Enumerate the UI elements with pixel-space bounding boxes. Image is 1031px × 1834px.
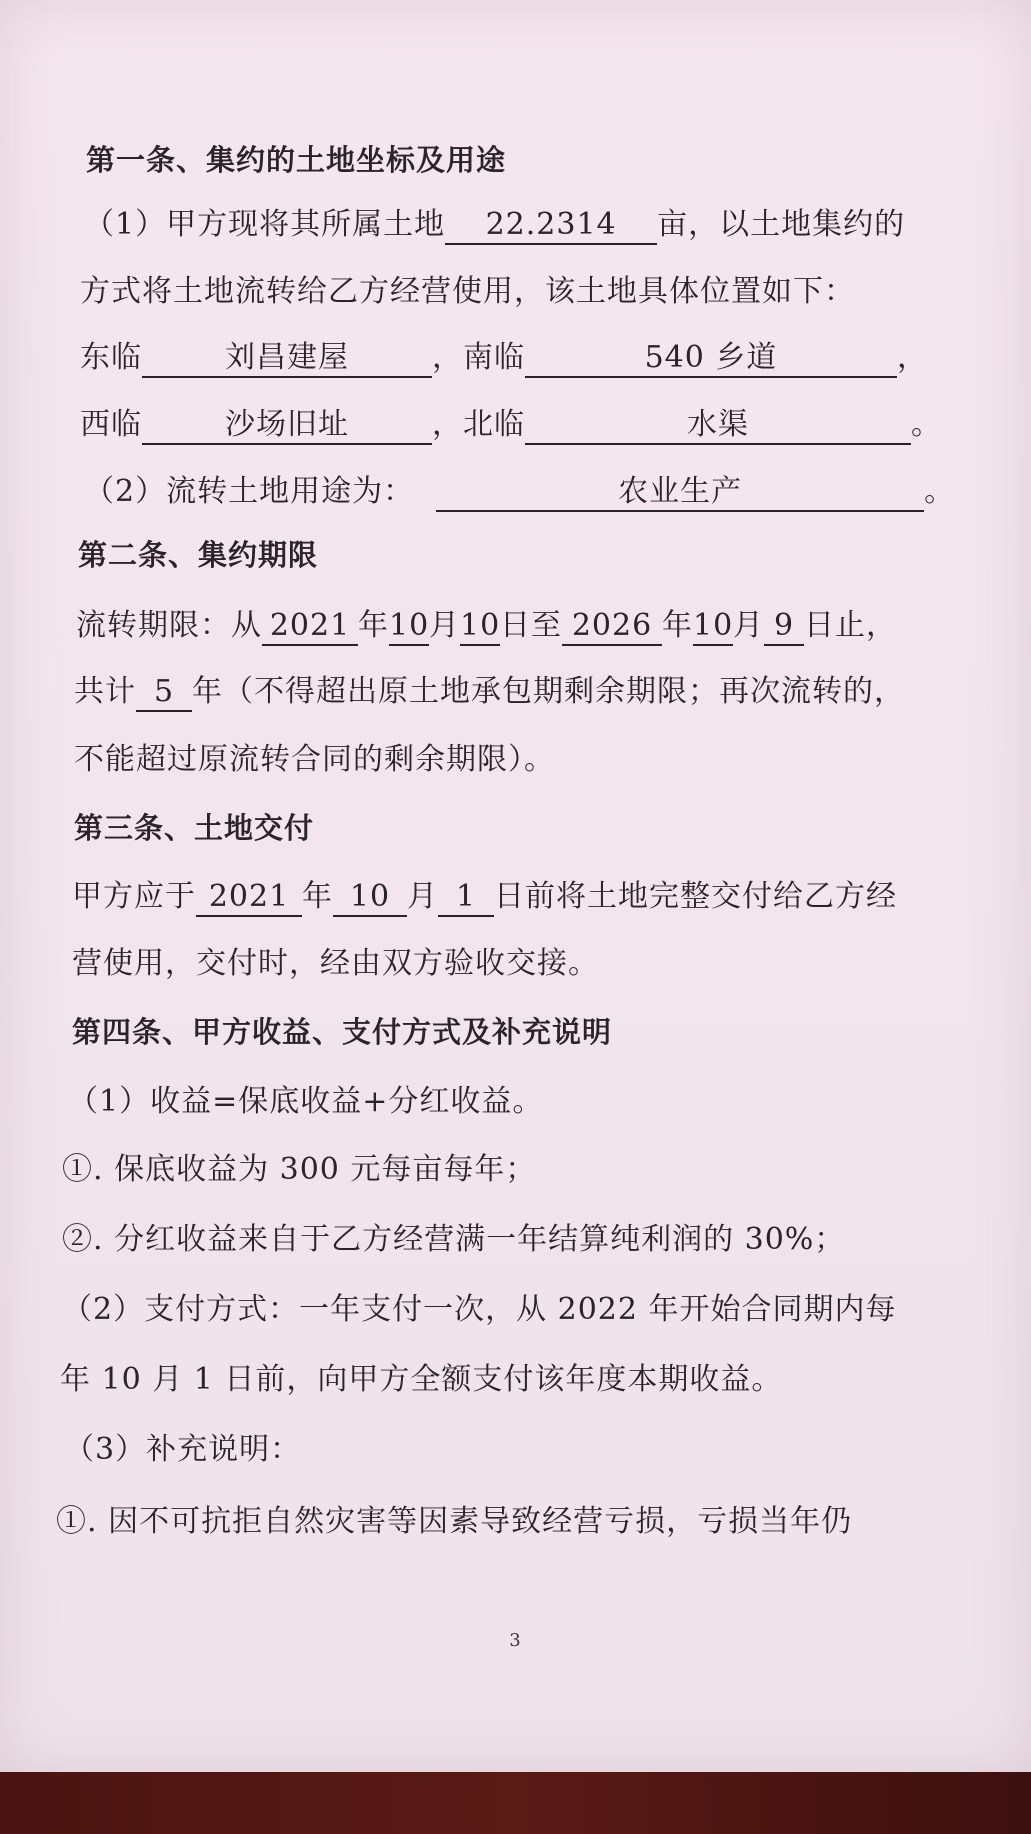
- text: 月: [429, 608, 460, 643]
- article-1-clause-1: [84, 205, 905, 245]
- land-use-field: 农业生产: [436, 474, 924, 512]
- north-boundary-field: 水渠: [525, 407, 911, 445]
- period: 。: [924, 474, 956, 509]
- land-use-clause: [84, 472, 955, 512]
- text: 共计: [74, 674, 136, 709]
- article-4-heading: 第四条、甲方收益、支付方式及补充说明: [72, 1015, 613, 1049]
- payment-method-line-1: （2）支付方式：一年支付一次，从 2022 年开始合同期内每: [62, 1292, 897, 1327]
- delivery-acceptance-line: 营使用，交付时，经由双方验收交接。: [72, 946, 599, 981]
- article-2-heading: 第二条、集约期限: [78, 538, 319, 572]
- text: 月: [733, 608, 764, 643]
- start-day-field: 10: [460, 608, 500, 646]
- east-label: 东临: [80, 340, 142, 375]
- period: 。: [911, 407, 942, 442]
- west-label: 西临: [80, 407, 142, 442]
- text: 年: [662, 608, 693, 643]
- text: 流转期限：从: [76, 608, 262, 643]
- east-boundary-field: 刘昌建屋: [142, 340, 432, 378]
- article-3-heading: 第三条、土地交付: [74, 811, 315, 845]
- table-surface: [0, 1772, 1031, 1834]
- guaranteed-income: ①. 保底收益为 300 元每亩每年；: [62, 1152, 537, 1187]
- supplementary-heading: （3）补充说明：: [64, 1432, 302, 1467]
- text: 日止，: [804, 608, 897, 643]
- income-definition: （1）收益=保底收益+分红收益。: [68, 1084, 544, 1119]
- end-year-field: 2026: [562, 608, 662, 646]
- payment-method-line-2: 年 10 月 1 日前，向甲方全额支付该年度本期收益。: [60, 1362, 783, 1397]
- text: 年: [302, 879, 333, 914]
- east-south-boundary: [80, 338, 928, 378]
- north-label: ，北临: [432, 407, 525, 442]
- text: 日至: [500, 608, 562, 643]
- delivery-day-field: 1: [438, 879, 494, 917]
- text: 甲方应于: [72, 879, 196, 914]
- delivery-year-field: 2021: [196, 879, 302, 917]
- text: 月: [407, 879, 438, 914]
- total-years-field: 5: [136, 674, 192, 712]
- page-number: 3: [509, 1630, 521, 1651]
- start-year-field: 2021: [262, 608, 358, 646]
- west-north-boundary: [80, 405, 942, 445]
- term-limit-line: 不能超过原流转合同的剩余期限）。: [74, 742, 555, 777]
- text: 亩，以土地集约的: [657, 207, 906, 242]
- use-label: （2）流转土地用途为：: [84, 474, 415, 509]
- start-month-field: 10: [389, 608, 429, 646]
- comma: ，: [897, 340, 928, 375]
- term-total-line: [74, 672, 905, 712]
- delivery-month-field: 10: [333, 879, 407, 917]
- west-boundary-field: 沙场旧址: [142, 407, 432, 445]
- delivery-date-line: [72, 877, 897, 917]
- text: （1）甲方现将其所属土地: [84, 207, 446, 242]
- article-1-heading: 第一条、集约的土地坐标及用途: [86, 143, 507, 177]
- end-month-field: 10: [693, 608, 733, 646]
- south-boundary-field: 540 乡道: [525, 340, 897, 378]
- south-label: ，南临: [432, 340, 525, 375]
- dividend-income: ②. 分红收益来自于乙方经营满一年结算纯利润的 30%；: [62, 1222, 846, 1257]
- text: 年（不得超出原土地承包期剩余期限；再次流转的，: [192, 674, 905, 709]
- supplementary-item-1: ①. 因不可抗拒自然灾害等因素导致经营亏损，亏损当年仍: [56, 1504, 853, 1539]
- end-day-field: 9: [764, 608, 804, 646]
- article-1-location-intro: 方式将土地流转给乙方经营使用，该土地具体位置如下：: [80, 274, 855, 309]
- text: 年: [358, 608, 389, 643]
- term-period-line: [76, 606, 897, 646]
- text: 日前将土地完整交付给乙方经: [494, 879, 897, 914]
- land-area-field: 22.2314: [445, 207, 657, 245]
